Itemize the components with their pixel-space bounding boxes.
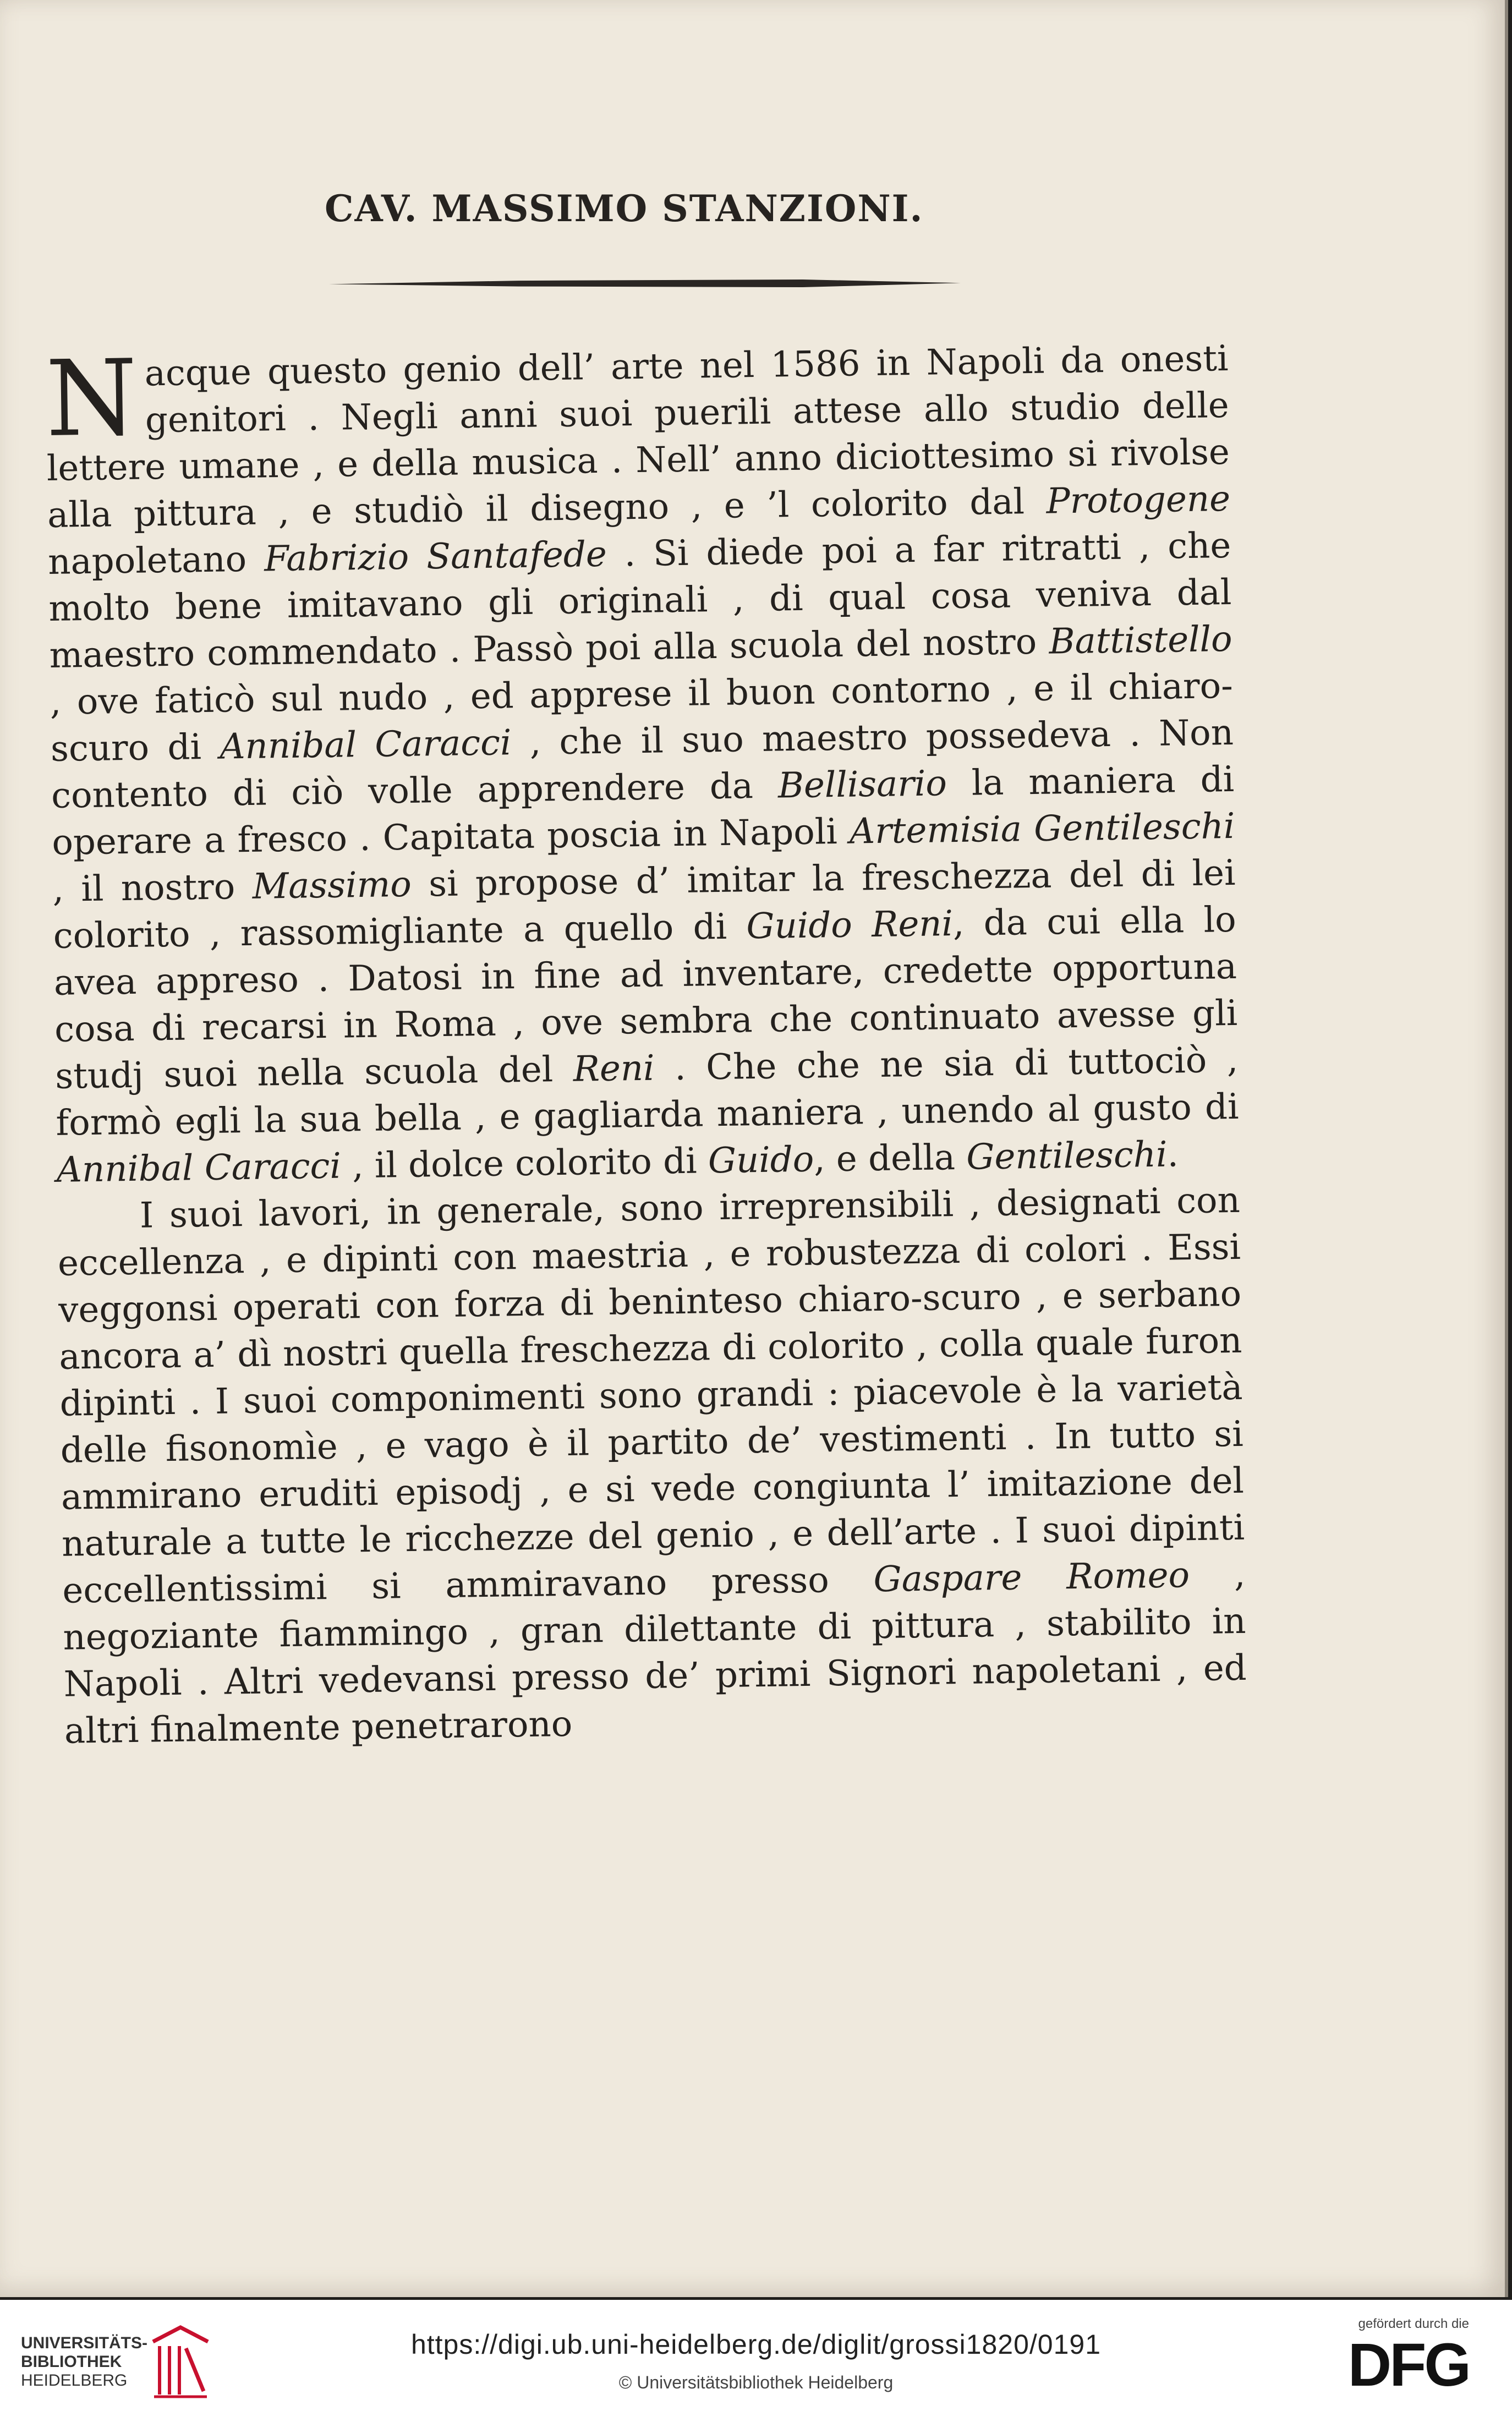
italic-name: Annibal Caracci <box>219 722 512 768</box>
italic-name: Artemisia Gentileschi <box>849 806 1235 852</box>
italic-name: Annibal Caracci <box>56 1146 342 1191</box>
italic-name: Gaspare Romeo <box>873 1555 1190 1601</box>
permalink-url[interactable]: https://digi.ub.uni-heidelberg.de/diglit/grossi1820/0191 <box>410 2329 1102 2360</box>
viewer-footer <box>0 2300 1512 2411</box>
body-text <box>45 336 1247 1755</box>
text-run: , negoziante fiammingo , gran dilettante di pittura , stabilito in Napoli . Altri vedevansi presso de’ primi Signori napoletani , ed altri finalmente penetrarono <box>63 1554 1247 1752</box>
italic-name: Protogene <box>1046 478 1231 522</box>
italic-name: Fabrizio Santafede <box>264 534 607 580</box>
text-run: , da cui ella lo avea appreso . Datosi in fine ad inventare, credette opportuna cosa di recarsi in Roma , ove sembra che continuato avesse gli studj suoi nella scuola del <box>53 899 1238 1097</box>
copyright-notice: © Universitätsbibliothek Heidelberg <box>618 2372 894 2392</box>
italic-name: Battistello <box>1049 618 1233 662</box>
text-run: napoletano <box>47 539 265 583</box>
page-title: CAV. MASSIMO STANZIONI. <box>325 187 924 230</box>
text-run: . <box>1166 1134 1179 1175</box>
funder-caption: gefördert durch die <box>1358 2316 1469 2331</box>
paragraph-2 <box>57 1177 1247 1755</box>
text-run: . Che che ne sia di tuttociò , formò egli la sua bella , e gagliarda maniera , unendo al gusto di <box>56 1039 1239 1144</box>
italic-name: Massimo <box>252 864 412 907</box>
text-run: , il dolce colorito di <box>341 1141 709 1187</box>
title-rule <box>329 280 961 287</box>
library-line-2: BIBLIOTHEK <box>21 2353 122 2371</box>
text-run: la maniera di operare a fresco . Capitata poscia in Napoli <box>51 759 1235 863</box>
text-run: , e della <box>813 1137 967 1180</box>
library-line-3: HEIDELBERG <box>21 2371 128 2390</box>
text-run: , ove faticò sul nudo , ed apprese il buon contorno , e il chiaro-scuro di <box>50 665 1234 770</box>
text-run: , che il suo maestro possedeva . Non contento di ciò volle apprendere da <box>51 712 1234 817</box>
drop-cap: N <box>45 337 138 460</box>
dfg-logo[interactable]: DFG <box>1347 2331 1469 2399</box>
paragraph-1 <box>45 336 1240 1194</box>
text-run: . Si diede poi a far ritratti , che molto bene imitavano gli originali , di qual cosa veniva dal maestro commendato . Passò poi alla scuola del nostro <box>48 525 1232 676</box>
text-run: , il nostro <box>52 866 253 910</box>
library-line-1: UNIVERSITÄTS- <box>21 2334 148 2352</box>
text-run: acque questo genio dell’ arte nel 1586 in Napoli da onesti genitori . Negli anni suoi puerili attese allo studio delle lettere umane , e della musica . Nell’ anno diciottesimo si rivolse alla pittura , e studiò il disegno , e ’l colorito dal <box>46 338 1230 536</box>
italic-name: Bellisario <box>777 763 947 807</box>
italic-name: Gentileschi <box>966 1134 1168 1178</box>
italic-name: Guido Reni <box>746 903 954 947</box>
text-run: si propose d’ imitar la freschezza del di lei colorito , rassomigliante a quello di <box>53 852 1236 957</box>
italic-name: Guido <box>708 1139 814 1182</box>
italic-name: Reni <box>573 1048 655 1090</box>
text-run: I suoi lavori, in generale, sono irreprensibili , designati con eccellenza , e dipinti con maestria , e robustezza di colori . Essi veggonsi operati con forza di beninteso chiaro-scuro , e serbano ancora a’ dì nostri quella freschezza di colorito , colla quale furon dipinti . I suoi componimenti sono grandi : piacevole è la varietà delle fisonomìe , e vago è il partito de’ vestimenti . In tutto si ammirano eruditi episodj , e si vede congiunta l’ imitazione del naturale a tutte le ricchezze del genio , e dell’arte . I suoi dipinti eccellentissimi si ammiravano presso <box>57 1180 1245 1612</box>
